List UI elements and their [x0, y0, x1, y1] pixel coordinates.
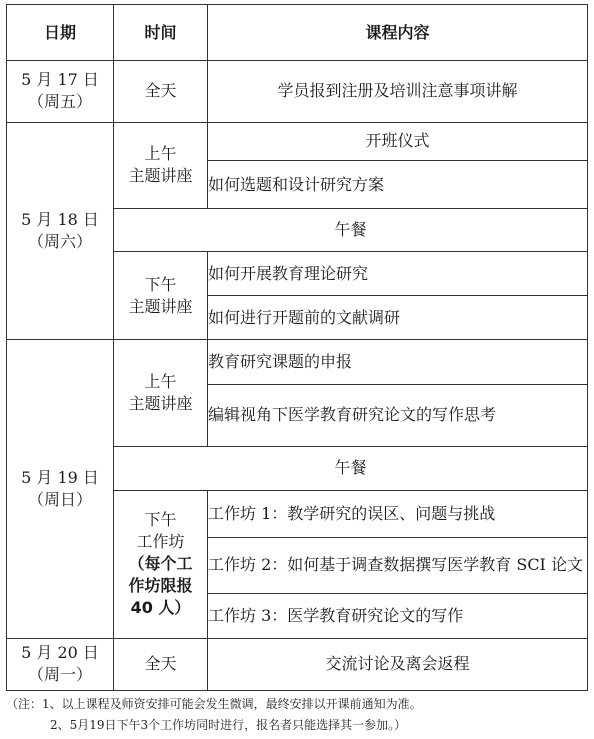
lunch-cell: 午餐: [114, 209, 588, 252]
footnote-line: 2、5月19日下午3个工作坊同时进行，报名者只能选择其一参加。）: [50, 718, 407, 732]
session-label: 上午: [144, 144, 177, 164]
table-row: [7, 340, 588, 385]
session-note: （每个工: [128, 554, 193, 574]
date-cell: [7, 61, 114, 122]
table-row: [7, 122, 588, 161]
date-text: 5 月 18 日: [21, 209, 99, 229]
weekday-text: （周一）: [27, 665, 92, 685]
content-cell: 开班仪式: [208, 122, 588, 161]
session-label: 主题讲座: [128, 393, 193, 413]
session-label: 上午: [144, 371, 177, 391]
weekday-text: （周日）: [27, 490, 92, 509]
session-label: 主题讲座: [128, 166, 193, 186]
date-cell: [7, 340, 114, 638]
header-row: [7, 5, 588, 61]
header-date: 日期: [7, 5, 114, 61]
date-cell: [7, 122, 114, 340]
date-cell: [7, 638, 114, 690]
content-cell: 编辑视角下医学教育研究论文的写作思考: [208, 385, 588, 446]
header-time: 时间: [114, 5, 208, 61]
session-cell: 全天: [114, 61, 208, 122]
session-label: 下午: [144, 274, 177, 294]
date-text: 5 月 17 日: [21, 70, 99, 90]
content-cell: 如何选题和设计研究方案: [208, 161, 588, 209]
session-cell: [114, 122, 208, 209]
header-content: 课程内容: [208, 5, 588, 61]
footnote-line: （注：1、以上课程及师资安排可能会发生微调，最终安排以开课前通知为准。: [6, 697, 422, 711]
content-cell: 工作坊 2：如何基于调查数据撰写医学教育 SCI 论文: [208, 537, 588, 593]
table-row: [7, 61, 588, 122]
date-text: 5 月 19 日: [21, 468, 99, 487]
content-cell: 交流讨论及离会返程: [208, 638, 588, 690]
session-cell: [114, 252, 208, 340]
session-label: 工作坊: [136, 532, 185, 552]
table-row: [7, 638, 588, 690]
content-cell: 工作坊 3：医学教育研究论文的写作: [208, 593, 588, 638]
content-cell: 教育研究课题的申报: [208, 340, 588, 385]
date-text: 5 月 20 日: [21, 643, 99, 663]
session-note: 40 人）: [130, 598, 191, 618]
lunch-cell: 午餐: [114, 446, 588, 490]
content-cell: 如何进行开题前的文献调研: [208, 296, 588, 340]
content-cell: 工作坊 1：教学研究的误区、问题与挑战: [208, 490, 588, 537]
session-note: 作坊限报: [128, 576, 193, 596]
content-cell: 如何开展教育理论研究: [208, 252, 588, 296]
session-cell: 全天: [114, 638, 208, 690]
content-cell: 学员报到注册及培训注意事项讲解: [208, 61, 588, 122]
session-cell: [114, 490, 208, 638]
session-label: 下午: [144, 510, 177, 530]
weekday-text: （周六）: [27, 231, 92, 251]
footnote: [6, 694, 590, 736]
schedule-table: [6, 4, 588, 691]
weekday-text: （周五）: [27, 92, 92, 112]
session-label: 主题讲座: [128, 296, 193, 316]
session-cell: [114, 340, 208, 446]
